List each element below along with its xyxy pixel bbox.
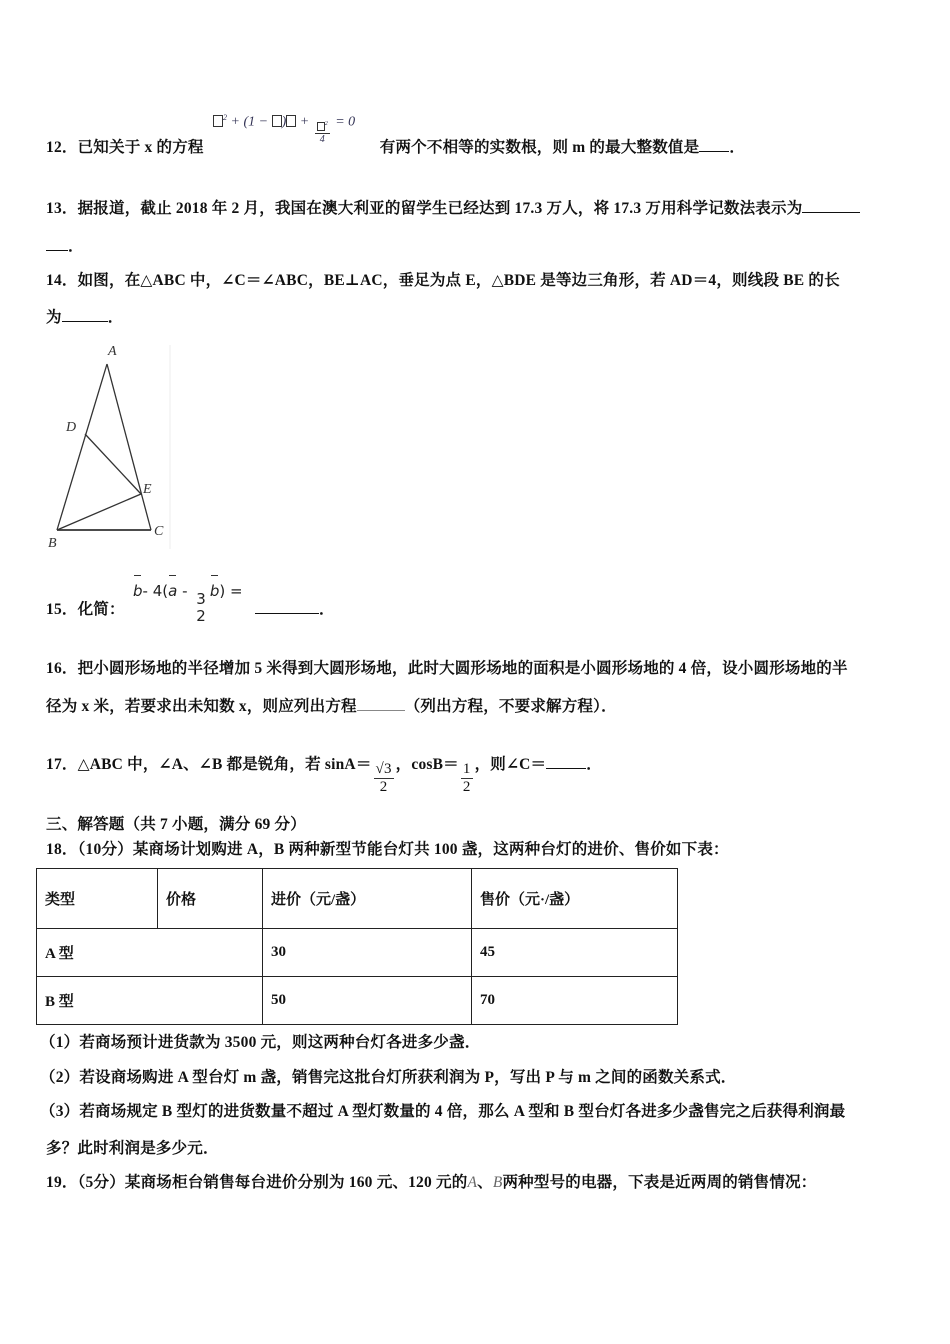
q18-stem: 18．（10分）某商场计划购进 A，B 两种新型节能台灯共 100 盏，这两种台灯的进价、售价如下表： [46,841,729,858]
answer-blank-cont[interactable] [46,236,68,251]
q19-suffix: 两种型号的电器，下表是近两周的销售情况： [502,1174,817,1191]
fraction-numerator: 3 [196,590,206,608]
model-b: B [492,1174,503,1191]
question-13-line2 [46,234,84,256]
period: ． [586,756,602,773]
q17-mid: ，cosB＝ [395,756,459,773]
fraction-denominator: 2 [462,778,471,795]
q15-expression [133,568,243,624]
question-18 [46,837,729,859]
period: ． [319,601,335,618]
q12-suffix: 有两个不相等的实数根，则 m 的最大整数值是 [379,139,700,156]
table-cell: 30 [263,929,472,977]
model-a: A [467,1174,478,1191]
q12-equation: $^2$ + (1 − ) + $\frac{^2}{4}$ = 0 [213,113,355,145]
part-text: （3）若商场规定 B 型灯的进货数量不超过 A 型灯数量的 4 倍，那么 A 型和 B 型台灯各进多少盏售完之后获得利润最 [40,1103,846,1120]
expr-part: - [177,582,193,600]
q15-answer [255,597,335,619]
q14-text: 14．如图，在△ABC 中，∠C＝∠ABC，BE⊥AC，垂足为点 E，△BDE 是等边三角形，若 AD＝4，则线段 BE 的长 [46,272,840,289]
expr-part: - 4( [142,582,169,600]
section-title [46,812,306,834]
table-cell: A 型 [37,929,263,977]
header-cell: 价格 [158,869,263,929]
answer-blank[interactable] [255,599,319,614]
question-16 [46,656,848,678]
label-a: A [108,344,117,359]
q16-text: 16．把小圆形场地的半径增加 5 米得到大圆形场地，此时大圆形场地的面积是小圆形场地的 4 倍，设小圆形场地的半 [46,660,848,677]
question-17 [46,752,602,795]
answer-blank[interactable] [802,198,860,213]
part-text: 多？此时利润是多少元． [46,1140,219,1157]
fraction-denominator: 2 [379,778,388,795]
table-row [37,929,678,977]
question-14 [46,268,840,290]
label-e: E [143,482,152,497]
fraction-numerator: √3 [375,761,392,777]
label-d: D [66,420,77,435]
triangle-figure [46,343,172,551]
table-row [37,977,678,1025]
part-text: （2）若设商场购进 A 型台灯 m 盏，销售完这批台灯所获利润为 P，写出 P 与 m 之间的函数关系式． [40,1069,737,1086]
q15-prefix: 15．化简： [46,601,125,618]
q13-text: 13．据报道，截止 2018 年 2 月，我国在澳大利亚的留学生已经达到 17.3 万人，将 17.3 万用科学记数法表示为 [46,200,803,217]
period: ． [107,309,124,326]
q17-suffix: ，则∠C＝ [474,756,547,773]
fraction-numerator: 1 [462,761,471,777]
question-14-line2 [46,305,123,327]
label-b: B [48,536,57,551]
answer-blank[interactable] [62,307,108,322]
answer-blank[interactable] [699,137,729,152]
header-cell: 进价（元/盏） [263,869,472,929]
question-19 [46,1170,817,1192]
triangle-diagram [46,343,172,551]
price-table [36,868,678,1025]
label-c: C [154,524,164,539]
q19-prefix: 19．（5分）某商场柜台销售每台进价分别为 160 元、120 元的 [46,1174,468,1191]
section-heading: 三、解答题（共 7 小题，满分 69 分） [46,816,306,833]
table-cell: 45 [472,929,678,977]
header-cell: 类型 [37,869,158,929]
q18-part-1 [40,1030,480,1052]
period: ． [68,238,84,255]
q18-part-3-cont [46,1136,219,1158]
table-cell: 50 [263,977,472,1025]
fraction-denominator: 2 [196,606,206,625]
q14-prefix: 为 [46,309,62,326]
vector-b: b [209,582,220,600]
answer-blank[interactable] [357,696,405,711]
table-cell: B 型 [37,977,263,1025]
missing-glyph-box [286,115,296,127]
part-text: （1）若商场预计进货款为 3500 元，则这两种台灯各进多少盏． [40,1034,481,1051]
expr-part: ) = [219,582,243,600]
period: ． [729,139,746,156]
q16-prefix: 径为 x 米，若要求出未知数 x，则应列出方程 [46,698,357,715]
vector-b: b [133,582,143,600]
missing-glyph-box [213,115,223,127]
separator: 、 [477,1174,493,1191]
question-12 [46,135,745,157]
q18-part-3 [40,1099,845,1121]
question-15 [46,597,125,619]
answer-blank[interactable] [546,754,586,769]
table-cell: 70 [472,977,678,1025]
missing-glyph-box [272,115,282,127]
q18-part-2 [40,1065,736,1087]
table-header-row [37,869,678,929]
vector-a: a [168,582,178,600]
header-cell: 售价（元·/盏） [472,869,678,929]
q17-prefix: 17．△ABC 中，∠A、∠B 都是锐角，若 sinA＝ [46,756,372,773]
question-13 [46,196,860,218]
question-16-line2 [46,694,617,716]
q16-suffix: （列出方程，不要求解方程）． [404,698,617,715]
q12-prefix: 12．已知关于 x 的方程 [46,139,204,156]
